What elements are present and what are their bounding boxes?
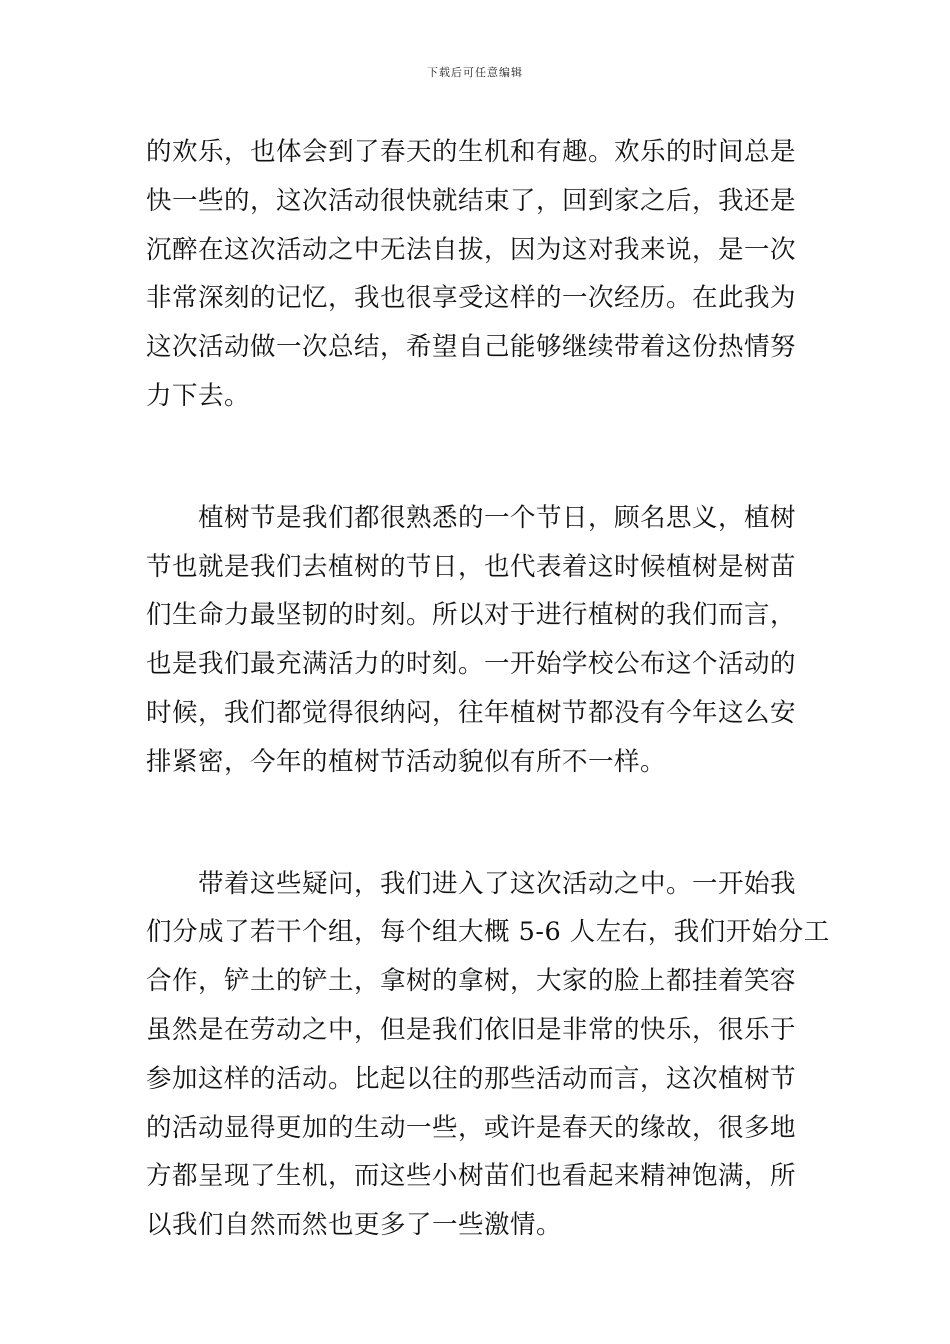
text-line: 排紧密，今年的植树节活动貌似有所不一样。 [146, 746, 667, 777]
paragraph-spacer [146, 421, 806, 494]
text-line: 时候，我们都觉得很纳闷，往年植树节都没有今年这么安 [146, 697, 797, 728]
text-line: 也是我们最充满活力的时刻。一开始学校公布这个活动的 [146, 649, 797, 680]
text-line: 力下去。 [146, 380, 251, 411]
page-header-note: 下载后可任意编辑 [427, 66, 523, 79]
text-line: 参加这样的活动。比起以往的那些活动而言，这次植树节 [146, 1063, 797, 1094]
text-line: 植树节是我们都很熟悉的一个节日，顾名思义，植树 [198, 502, 797, 533]
text-line: 方都呈现了生机，而这些小树苗们也看起来精神饱满，所 [146, 1161, 797, 1192]
text-line: 的活动显得更加的生动一些，或许是春天的缘故，很多地 [146, 1112, 797, 1143]
text-line: 快一些的，这次活动很快就结束了，回到家之后，我还是 [146, 185, 797, 216]
document-body [146, 128, 830, 1250]
text-line: 这次活动做一次总结，希望自己能够继续带着这份热情努 [146, 332, 797, 363]
text-line: 的欢乐，也体会到了春天的生机和有趣。欢乐的时间总是 [146, 137, 797, 167]
text-line: 带着这些疑问，我们进入了这次活动之中。一开始我 [198, 868, 797, 899]
text-line: 非常深刻的记忆，我也很享受这样的一次经历。在此我为 [146, 283, 797, 314]
text-line: 沉醉在这次活动之中无法自拔，因为这对我来说，是一次 [146, 234, 797, 265]
paragraph-1 [146, 128, 806, 421]
text-line: 合作，铲土的铲土，拿树的拿树，大家的脸上都挂着笑容 [146, 966, 797, 997]
paragraph-spacer [146, 787, 806, 860]
paragraph-3 [146, 860, 830, 1250]
text-line: 虽然是在劳动之中，但是我们依旧是非常的快乐，很乐于 [146, 1014, 797, 1045]
text-line: 们分成了若干个组，每个组大概 5-6 人左右，我们开始分工 [146, 917, 830, 948]
text-line: 节也就是我们去植树的节日，也代表着这时候植树是树苗 [146, 551, 797, 582]
paragraph-2 [146, 494, 806, 787]
text-line: 们生命力最坚韧的时刻。所以对于进行植树的我们而言， [146, 600, 797, 631]
text-line: 以我们自然而然也更多了一些激情。 [146, 1210, 563, 1241]
